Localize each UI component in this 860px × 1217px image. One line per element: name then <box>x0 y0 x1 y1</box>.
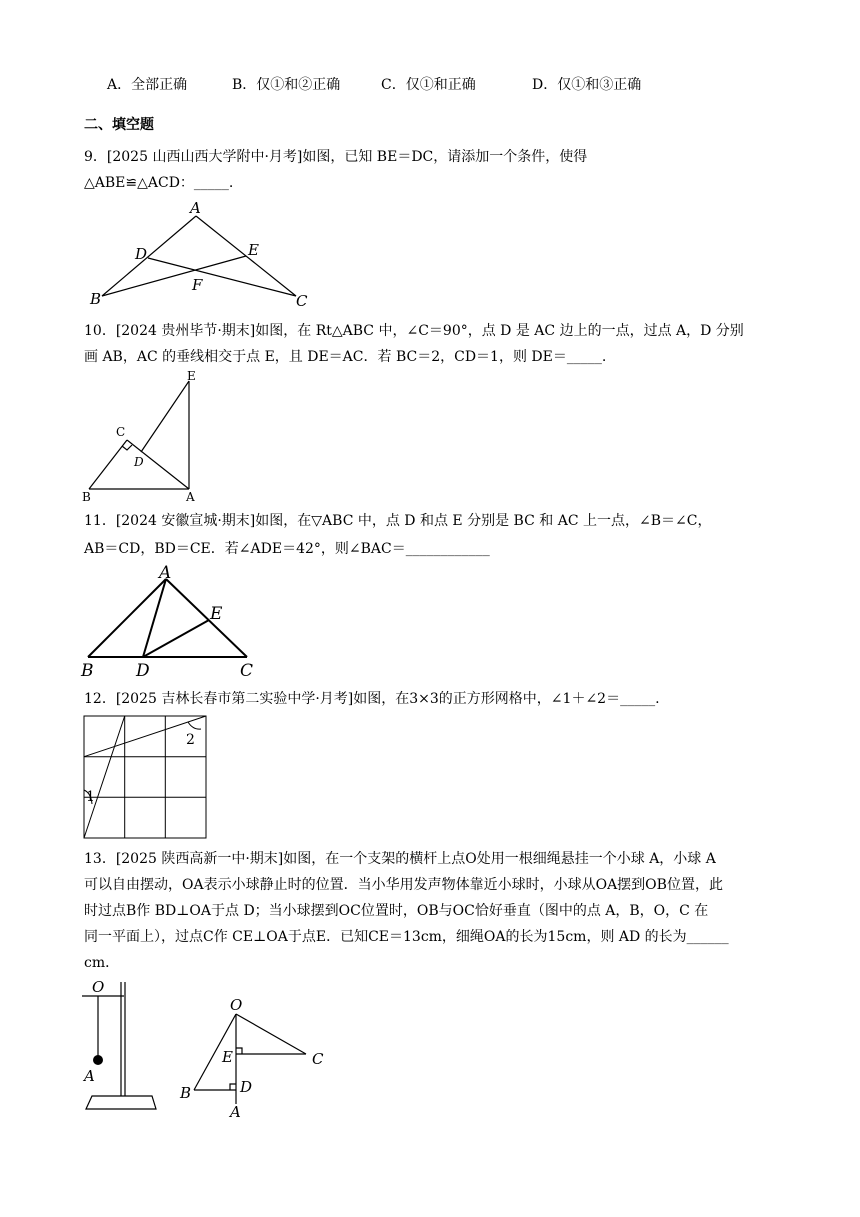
q12-diagonal-1 <box>84 716 125 838</box>
q9-figure <box>84 198 324 310</box>
q12-line1: 12．[2025 吉林长春市第二实验中学·月考]如图，在3×3的正方形网格中，∠1＋∠2＝_____. <box>84 691 660 707</box>
q13-label-o: O <box>230 996 243 1014</box>
q13-right-angle-d <box>230 1084 236 1090</box>
q11-label-e: E <box>210 604 223 624</box>
q9-segment-be <box>102 256 246 296</box>
q9-label-e: E <box>248 241 259 259</box>
q13-label-c: C <box>312 1050 324 1068</box>
q11-line2: AB＝CD，BD＝CE．若∠ADE＝42°，则∠BAC＝____________ <box>84 541 490 557</box>
q10-side-bc <box>89 440 127 489</box>
q9-side-ab <box>102 216 196 296</box>
option-d: D．仅①和③正确 <box>532 77 642 93</box>
q11-label-a: A <box>159 563 172 583</box>
option-c: C．仅①和正确 <box>381 77 476 93</box>
q13-line5: cm． <box>84 955 120 971</box>
q13-label-a: A <box>230 1103 241 1118</box>
q10-label-c: C <box>116 425 126 439</box>
q10-line2: 画 AB，AC 的垂线相交于点 E，且 DE＝AC．若 BC＝2，CD＝1，则 DE＝_____. <box>84 349 607 365</box>
q10-line1: 10．[2024 贵州毕节·期末]如图，在 Rt△ABC 中，∠C＝90°，点 D 是 AC 边上的一点，过点 A，D 分别 <box>84 323 744 339</box>
q12-label-1: 1 <box>86 789 95 805</box>
q9-label-a: A <box>190 199 201 217</box>
q13-left-label-o: O <box>92 978 105 996</box>
q10-label-a: A <box>186 490 195 504</box>
q10-label-e: E <box>187 369 196 383</box>
q11-figure <box>80 562 270 684</box>
q12-angle-2-arc <box>188 722 201 729</box>
q9-label-d: D <box>135 245 148 263</box>
option-b: B．仅①和②正确 <box>232 77 341 93</box>
q12-figure <box>80 712 212 842</box>
q12-label-2: 2 <box>186 732 195 748</box>
q13-label-b: B <box>180 1084 192 1102</box>
q13-line3: 时过点B作 BD⊥OA于点 D；当小球摆到OC位置时，OB与OC恰好垂直（图中的点 A，B，O，C 在 <box>84 903 709 919</box>
q13-base <box>86 1096 156 1109</box>
q13-left-label-a: A <box>84 1067 95 1085</box>
q13-geometry-figure <box>176 996 336 1118</box>
q10-right-angle-c <box>122 445 132 450</box>
q13-line2: 可以自由摆动，OA表示小球静止时的位置．当小华用发声物体靠近小球时，小球从OA摆到OB位置，此 <box>84 877 723 893</box>
q10-label-b: B <box>82 490 91 504</box>
q11-label-b: B <box>81 661 94 681</box>
q13-label-e: E <box>222 1048 233 1066</box>
q10-label-d: D <box>134 455 144 469</box>
q13-line4: 同一平面上），过点C作 CE⊥OA于点E．已知CE＝13cm，细绳OA的长为15cm，则 AD 的长为______ <box>84 929 729 945</box>
q11-label-d: D <box>136 661 150 681</box>
q11-line1: 11．[2024 安徽宣城·期末]如图，在▽ABC 中，点 D 和点 E 分别是 BC 和 AC 上一点，∠B＝∠C， <box>84 513 712 529</box>
q10-segment-ed <box>141 381 189 452</box>
q11-label-c: C <box>240 661 254 681</box>
q13-stand-figure <box>80 974 160 1116</box>
q13-ball <box>93 1055 103 1065</box>
section-title: 二、填空题 <box>84 117 154 133</box>
option-a: A．全部正确 <box>107 77 188 93</box>
q13-right-angle-e <box>236 1048 242 1054</box>
q9-label-c: C <box>296 292 308 310</box>
q9-label-b: B <box>90 290 102 308</box>
q13-line1: 13．[2025 陕西高新一中·期末]如图，在一个支架的横杆上点O处用一根细绳悬挂一个小球 A，小球 A <box>84 851 716 867</box>
q9-label-f: F <box>192 276 203 294</box>
q10-figure <box>76 368 206 504</box>
q13-label-d: D <box>240 1078 253 1096</box>
q9-line1: 9．[2025 山西山西大学附中·月考]如图，已知 BE＝DC，请添加一个条件，使得 <box>84 149 588 165</box>
q11-side-ac <box>166 579 247 657</box>
q13-segment-oc <box>236 1014 306 1054</box>
q9-line2: △ABE≌△ACD：_____. <box>84 175 234 191</box>
